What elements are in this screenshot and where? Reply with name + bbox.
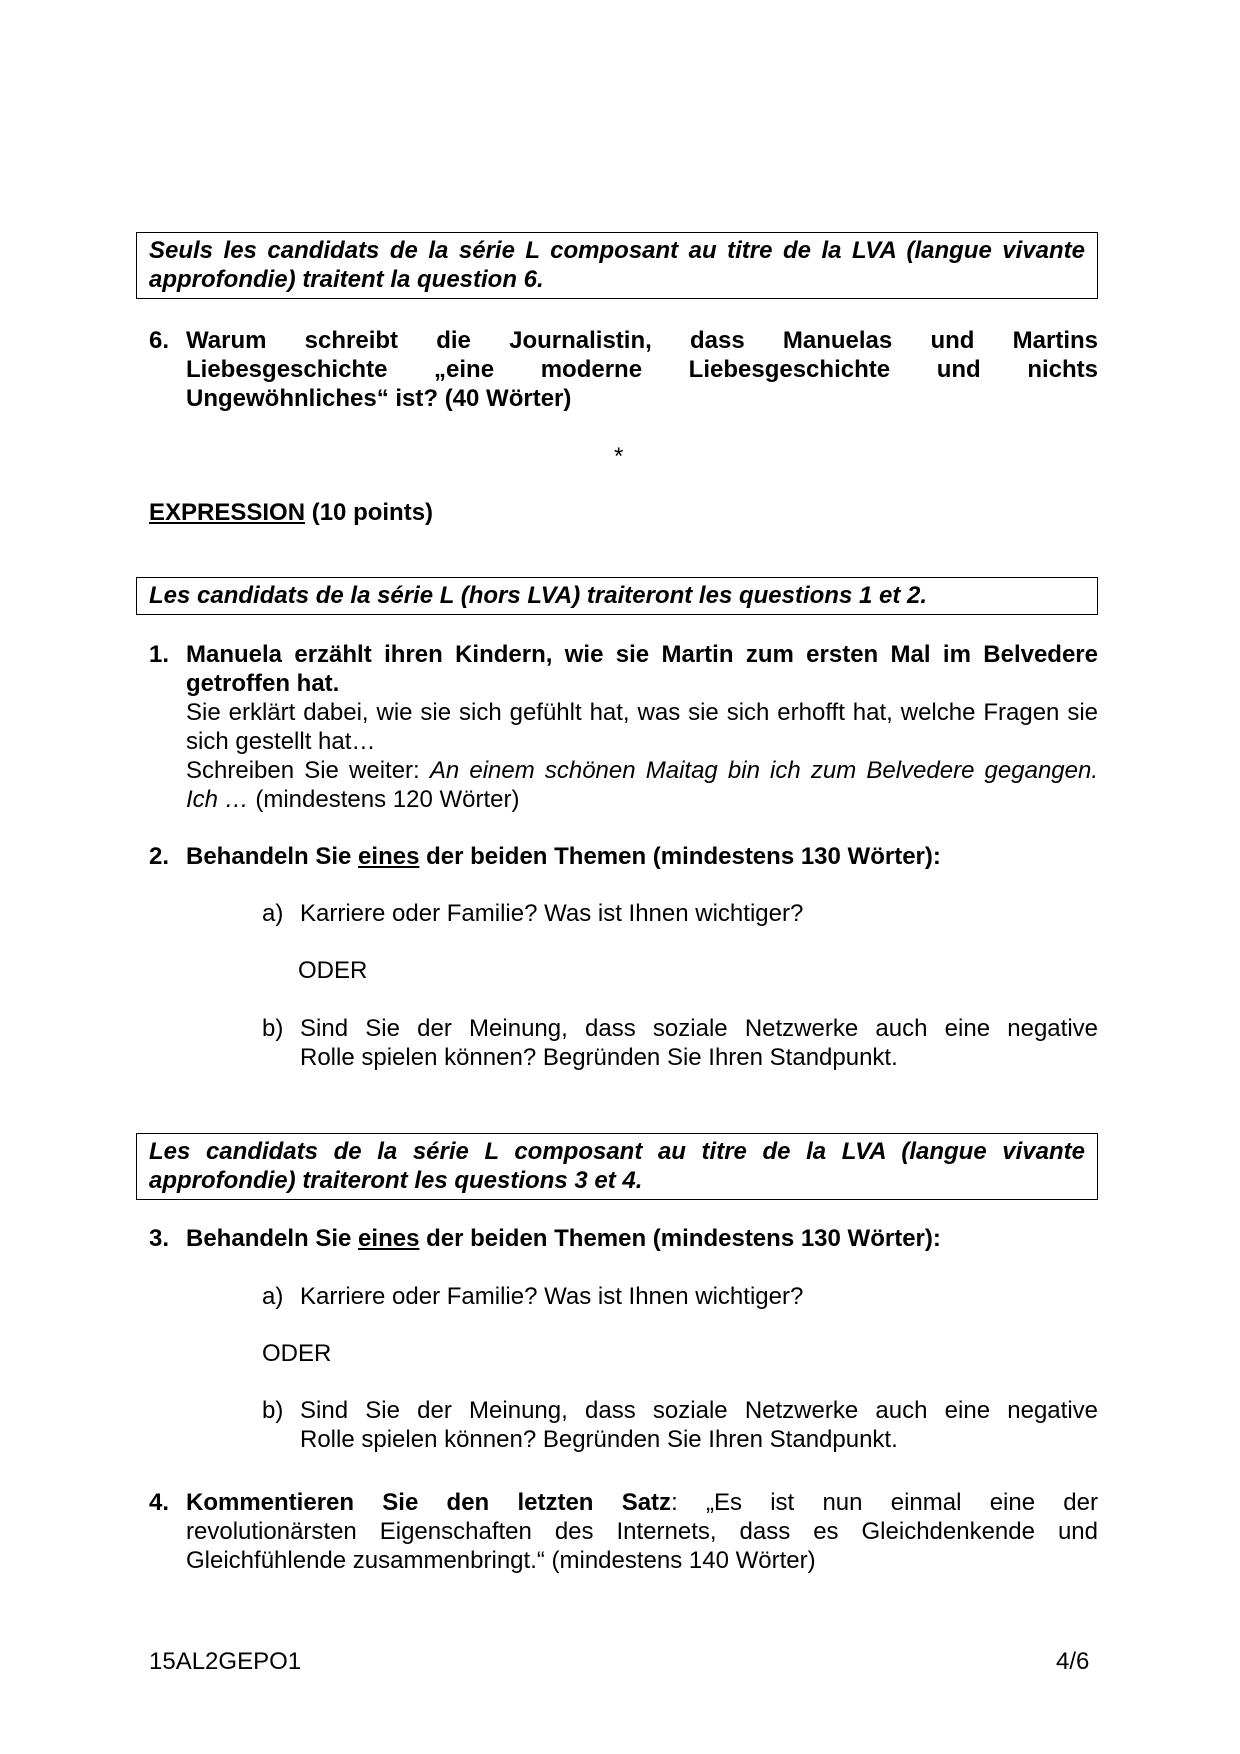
notice-box-lva-q6 (136, 232, 1098, 299)
notice-text: Les candidats de la série L (hors LVA) traiteront les questions 1 et 2. (149, 582, 928, 609)
separator-asterisk: * (614, 443, 624, 470)
option-a-text: Karriere oder Familie? Was ist Ihnen wichtiger? (300, 900, 804, 927)
option-a-label: a) (262, 1283, 284, 1310)
option-a-text: Karriere oder Familie? Was ist Ihnen wichtiger? (300, 1283, 804, 1310)
footer-page-number: 4/6 (1056, 1648, 1090, 1675)
question-number: 4. (149, 1489, 170, 1516)
question-6-text: Warum schreibt die Journalistin, dass Manuelas und Martins Liebesgeschichte „eine moderne Liebesgeschichte und nichts Ungewöhnliches“ ist? (40 Wörter) (186, 327, 1098, 412)
notice-text: Seuls les candidats de la série L composant au titre de la LVA (langue vivante approfondie) traitent la question 6. (149, 237, 1085, 293)
question-1-text: Manuela erzählt ihren Kindern, wie sie Martin zum ersten Mal im Belvedere getroffen hat. Sie erklärt dabei, wie sie sich gefühlt hat, was sie sich erhofft hat, welche Fragen sie sich gestellt hat… Schreiben Sie weiter: An einem schönen Maitag bin ich zum Belvedere gegangen. Ich … (mindestens 120 Wörter) (186, 641, 1099, 813)
notice-text: Les candidats de la série L composant au titre de la LVA (langue vivante approfondie) traiteront les questions 3 et 4. (149, 1138, 1085, 1194)
option-b-label: b) (262, 1015, 284, 1042)
notice-box-hors-lva (136, 577, 1098, 615)
question-4-text: Kommentieren Sie den letzten Satz: „Es ist nun einmal eine der revolutionärsten Eigenschaften des Internets, dass es Gleichdenkende und Gleichfühlende zusammenbringt.“ (mindestens 140 Wörter) (186, 1489, 1098, 1574)
question-number: 3. (149, 1225, 170, 1252)
question-number: 6. (149, 327, 170, 354)
option-b-text: Sind Sie der Meinung, dass soziale Netzwerke auch eine negative Rolle spielen können? Begründen Sie Ihren Standpunkt. (300, 1015, 1098, 1071)
oder-label: ODER (298, 957, 368, 984)
option-b-label: b) (262, 1397, 284, 1424)
section-heading-expression: EXPRESSION (10 points) (149, 499, 434, 526)
question-2-text: Behandeln Sie eines der beiden Themen (mindestens 130 Wörter): (186, 843, 941, 870)
notice-box-lva-q34 (136, 1133, 1098, 1200)
footer-document-code: 15AL2GEPO1 (149, 1648, 302, 1675)
question-number: 2. (149, 843, 170, 870)
option-b-text: Sind Sie der Meinung, dass soziale Netzwerke auch eine negative Rolle spielen können? Begründen Sie Ihren Standpunkt. (300, 1397, 1098, 1453)
oder-label: ODER (262, 1340, 332, 1367)
option-a-label: a) (262, 900, 284, 927)
question-number: 1. (149, 641, 170, 668)
question-3-text: Behandeln Sie eines der beiden Themen (mindestens 130 Wörter): (186, 1225, 941, 1252)
